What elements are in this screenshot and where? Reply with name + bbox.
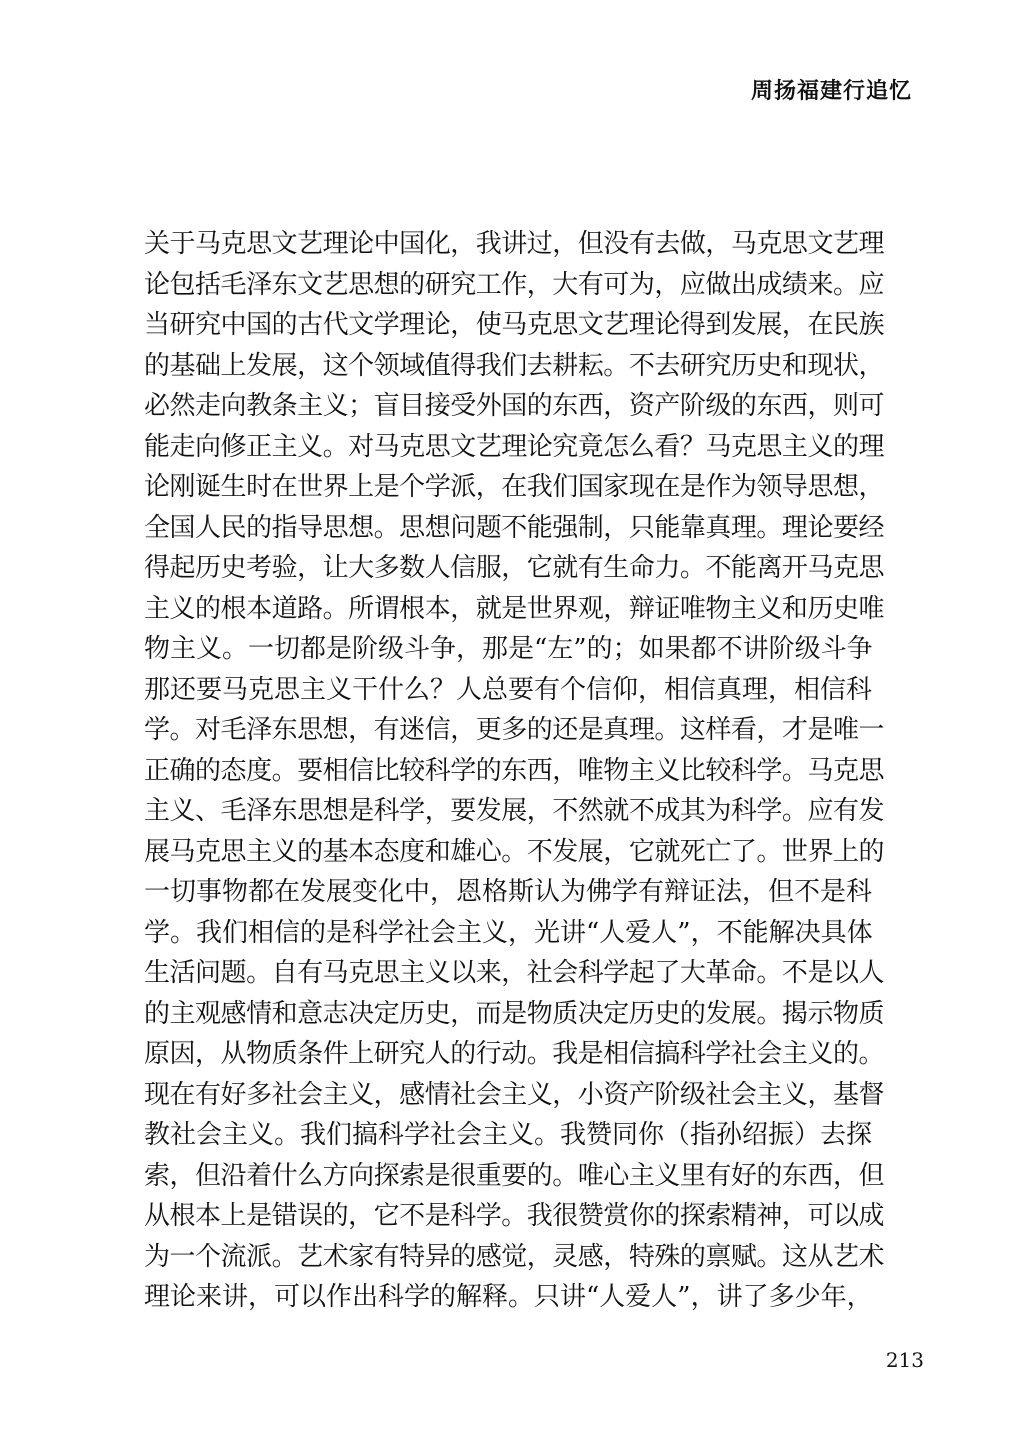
text-line: 索，但沿着什么方向探索是很重要的。唯心主义里有好的东西，但: [144, 1160, 885, 1191]
text-line: 教社会主义。我们搞科学社会主义。我赞同你（指孙绍振）去探: [144, 1120, 873, 1150]
text-line: 论包括毛泽东文艺思想的研究工作，大有可为，应做出成绩来。应: [144, 269, 885, 300]
running-header: 周扬福建行追忆: [750, 78, 912, 104]
text-line: 主义的根本道路。所谓根本，就是世界观，辩证唯物主义和历史唯: [144, 593, 885, 624]
text-line: 的基础上发展，这个领域值得我们去耕耘。不去研究历史和现状，: [144, 350, 885, 381]
text-line: 论刚诞生时在世界上是个学派，在我们国家现在是作为领导思想，: [144, 472, 885, 502]
text-line: 为一个流派。艺术家有特异的感觉，灵感，特殊的禀赋。这从艺术: [144, 1241, 885, 1272]
text-line: 现在有好多社会主义，感情社会主义，小资产阶级社会主义，基督: [144, 1079, 885, 1110]
text-line: 学。对毛泽东思想，有迷信，更多的还是真理。这样看，才是唯一: [144, 715, 885, 745]
text-line: 学。我们相信的是科学社会主义，光讲“人爱人”，不能解决具体: [144, 917, 873, 948]
text-line: 必然走向教条主义；盲目接受外国的东西，资产阶级的东西，则可: [144, 391, 885, 421]
text-line: 物主义。一切都是阶级斗争，那是“左”的；如果都不讲阶级斗争: [144, 634, 873, 664]
text-line: 得起历史考验，让大多数人信服，它就有生命力。不能离开马克思: [144, 553, 885, 583]
text-line: 当研究中国的古代文学理论，使马克思文艺理论得到发展，在民族: [144, 310, 885, 340]
text-line: 那还要马克思主义干什么？人总要有个信仰，相信真理，相信科: [144, 674, 873, 705]
text-line: 能走向修正主义。对马克思文艺理论究竟怎么看？马克思主义的理: [144, 431, 885, 462]
text-line: 正确的态度。要相信比较科学的东西，唯物主义比较科学。马克思: [144, 755, 885, 786]
text-line: 一切事物都在发展变化中，恩格斯认为佛学有辩证法，但不是科: [144, 877, 873, 907]
text-line: 展马克思主义的基本态度和雄心。不发展，它就死亡了。世界上的: [144, 836, 885, 867]
text-line: 主义、毛泽东思想是科学，要发展，不然就不成其为科学。应有发: [144, 796, 885, 826]
text-line: 生活问题。自有马克思主义以来，社会科学起了大革命。不是以人: [144, 958, 885, 988]
body-text: [144, 224, 884, 1318]
text-line: 从根本上是错误的，它不是科学。我很赞赏你的探索精神，可以成: [144, 1201, 885, 1231]
page-number: 213: [885, 1348, 924, 1372]
text-line: 理论来讲，可以作出科学的解释。只讲“人爱人”，讲了多少年，: [144, 1282, 873, 1312]
text-line: 原因，从物质条件上研究人的行动。我是相信搞科学社会主义的。: [144, 1039, 885, 1069]
text-line: 全国人民的指导思想。思想问题不能强制，只能靠真理。理论要经: [144, 512, 885, 543]
text-line: 关于马克思文艺理论中国化，我讲过，但没有去做，马克思文艺理: [144, 229, 885, 259]
text-line: 的主观感情和意志决定历史，而是物质决定历史的发展。揭示物质: [144, 998, 885, 1029]
